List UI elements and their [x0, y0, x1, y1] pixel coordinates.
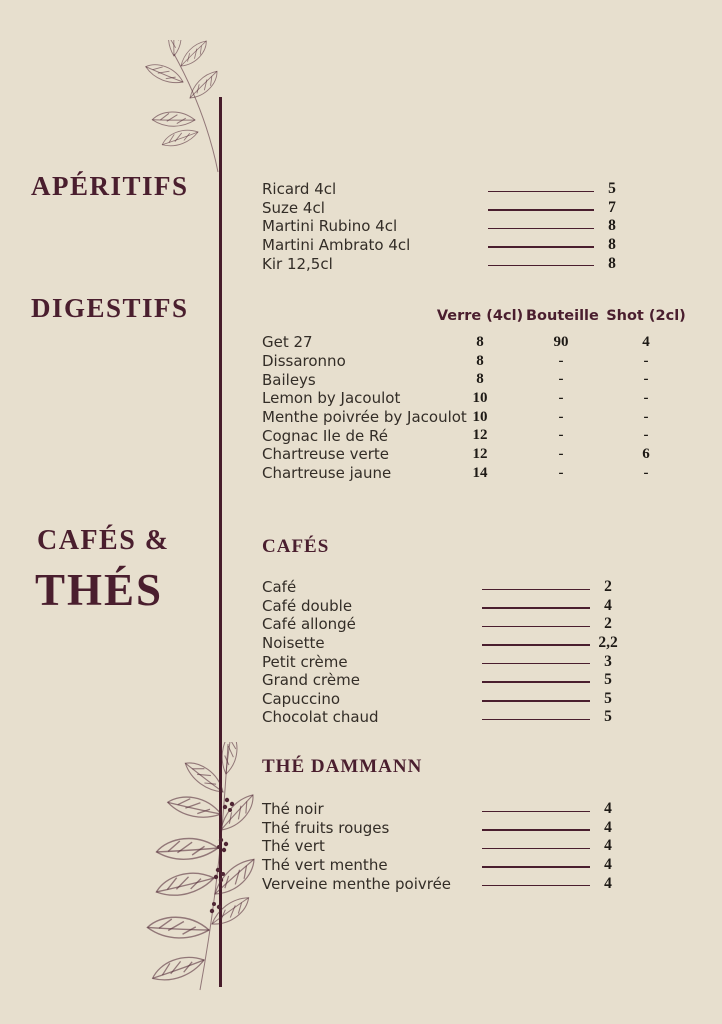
cafes-list: [262, 578, 626, 727]
table-row: [262, 352, 696, 371]
shot-price: -: [643, 408, 649, 425]
table-row: [262, 464, 696, 483]
item-name: Thé fruits rouges: [262, 818, 390, 837]
menu-item-row: [262, 690, 626, 709]
bouteille-price: -: [558, 352, 564, 369]
menu-item-row: [262, 874, 626, 893]
shot-price: -: [643, 464, 649, 481]
item-name: Baileys: [262, 370, 316, 389]
thes-list: [262, 800, 626, 893]
table-row: [262, 445, 696, 464]
price-rule: [482, 719, 590, 721]
menu-item-row: [262, 615, 626, 634]
item-price: 5: [604, 689, 612, 707]
section-title-digestifs: DIGESTIFS: [31, 293, 189, 323]
item-price: 4: [604, 818, 612, 836]
item-name: Ricard 4cl: [262, 180, 337, 199]
bouteille-price: -: [558, 445, 564, 462]
price-rule: [482, 626, 590, 628]
section-title-cafes-line2: THÉS: [35, 565, 164, 615]
menu-item-row: [262, 597, 626, 616]
shot-price: 4: [642, 333, 650, 350]
shot-price: 6: [642, 445, 650, 462]
item-price: 4: [604, 800, 612, 818]
table-row: [262, 389, 696, 408]
digestifs-list: [262, 333, 696, 483]
price-rule: [482, 848, 590, 850]
menu-item-row: [262, 837, 626, 856]
column-header-shot: Shot (2cl): [606, 307, 686, 324]
item-price: 4: [604, 874, 612, 892]
item-name: Get 27: [262, 333, 313, 352]
menu-item-row: [262, 199, 630, 218]
price-rule: [482, 681, 590, 683]
bouteille-price: -: [558, 464, 564, 481]
verre-price: 8: [476, 352, 484, 369]
price-rule: [482, 644, 590, 646]
bouteille-price: 90: [553, 333, 569, 350]
item-name: Grand crème: [262, 671, 360, 690]
price-rule: [482, 663, 590, 665]
item-price: 4: [604, 837, 612, 855]
item-price: 4: [604, 596, 612, 614]
item-name: Café: [262, 578, 297, 597]
column-header-verre: Verre (4cl): [436, 307, 524, 324]
bouteille-price: -: [558, 389, 564, 406]
menu-item-row: [262, 856, 626, 875]
item-price: 4: [604, 856, 612, 874]
subsection-title-cafes: CAFÉS: [262, 536, 330, 557]
price-rule: [482, 607, 590, 609]
menu-item-row: [262, 254, 630, 273]
table-row: [262, 408, 696, 427]
menu-item-row: [262, 671, 626, 690]
item-name: Chartreuse verte: [262, 445, 389, 464]
bouteille-price: -: [558, 371, 564, 388]
top-branch-illustration: [136, 40, 238, 174]
bouteille-price: -: [558, 408, 564, 425]
item-name: Kir 12,5cl: [262, 254, 333, 273]
item-name: Thé noir: [262, 800, 324, 819]
price-rule: [482, 589, 590, 591]
item-name: Lemon by Jacoulot: [262, 389, 401, 408]
verre-price: 14: [472, 464, 488, 481]
menu-item-row: [262, 800, 626, 819]
verre-price: 8: [476, 333, 484, 350]
verre-price: 10: [472, 408, 488, 425]
item-price: 2: [604, 615, 612, 633]
menu-item-row: [262, 236, 630, 255]
menu-item-row: [262, 578, 626, 597]
price-rule: [482, 829, 590, 831]
digestifs-column-headers: [262, 306, 696, 325]
item-name: Capuccino: [262, 689, 341, 708]
price-rule: [488, 246, 594, 248]
item-name: Petit crème: [262, 652, 348, 671]
item-name: Menthe poivrée by Jacoulot: [262, 408, 467, 427]
bottom-branch-illustration: [126, 742, 262, 994]
bouteille-price: -: [558, 427, 564, 444]
item-price: 8: [608, 236, 616, 254]
item-name: Martini Ambrato 4cl: [262, 236, 411, 255]
shot-price: -: [643, 352, 649, 369]
item-price: 3: [604, 652, 612, 670]
item-price: 7: [608, 198, 616, 216]
menu-item-row: [262, 819, 626, 838]
subsection-title-the-dammann: THÉ DAMMANN: [262, 756, 423, 777]
table-row: [262, 333, 696, 352]
price-rule: [482, 700, 590, 702]
section-title-aperitifs: APÉRITIFS: [31, 171, 189, 201]
item-price: 5: [604, 708, 612, 726]
item-name: Dissaronno: [262, 352, 346, 371]
menu-item-row: [262, 634, 626, 653]
item-name: Martini Rubino 4cl: [262, 217, 398, 236]
item-name: Café double: [262, 596, 353, 615]
table-row: [262, 426, 696, 445]
item-name: Noisette: [262, 634, 325, 653]
item-name: Thé vert: [262, 837, 325, 856]
verre-price: 12: [472, 427, 488, 444]
table-row: [262, 370, 696, 389]
item-name: Suze 4cl: [262, 198, 325, 217]
shot-price: -: [643, 427, 649, 444]
column-header-bouteille: Bouteille: [526, 307, 599, 324]
menu-item-row: [262, 652, 626, 671]
verre-price: 12: [472, 445, 488, 462]
price-rule: [488, 209, 594, 211]
item-price: 2,2: [598, 634, 618, 652]
price-rule: [482, 811, 590, 813]
menu-item-row: [262, 217, 630, 236]
item-price: 8: [608, 254, 616, 272]
item-price: 8: [608, 217, 616, 235]
item-name: Thé vert menthe: [262, 856, 388, 875]
item-name: Café allongé: [262, 615, 356, 634]
item-name: Chocolat chaud: [262, 708, 379, 727]
item-price: 5: [608, 180, 616, 198]
price-rule: [488, 265, 594, 267]
menu-item-row: [262, 708, 626, 727]
item-name: Chartreuse jaune: [262, 464, 392, 483]
verre-price: 8: [476, 371, 484, 388]
menu-item-row: [262, 180, 630, 199]
price-rule: [482, 885, 590, 887]
price-rule: [488, 228, 594, 230]
item-price: 2: [604, 578, 612, 596]
shot-price: -: [643, 389, 649, 406]
aperitifs-list: [262, 180, 630, 273]
item-price: 5: [604, 671, 612, 689]
shot-price: -: [643, 371, 649, 388]
verre-price: 10: [472, 389, 488, 406]
item-name: Verveine menthe poivrée: [262, 874, 452, 893]
price-rule: [488, 191, 594, 193]
item-name: Cognac Ile de Ré: [262, 426, 388, 445]
section-title-cafes-line1: CAFÉS &: [37, 525, 170, 556]
price-rule: [482, 866, 590, 868]
